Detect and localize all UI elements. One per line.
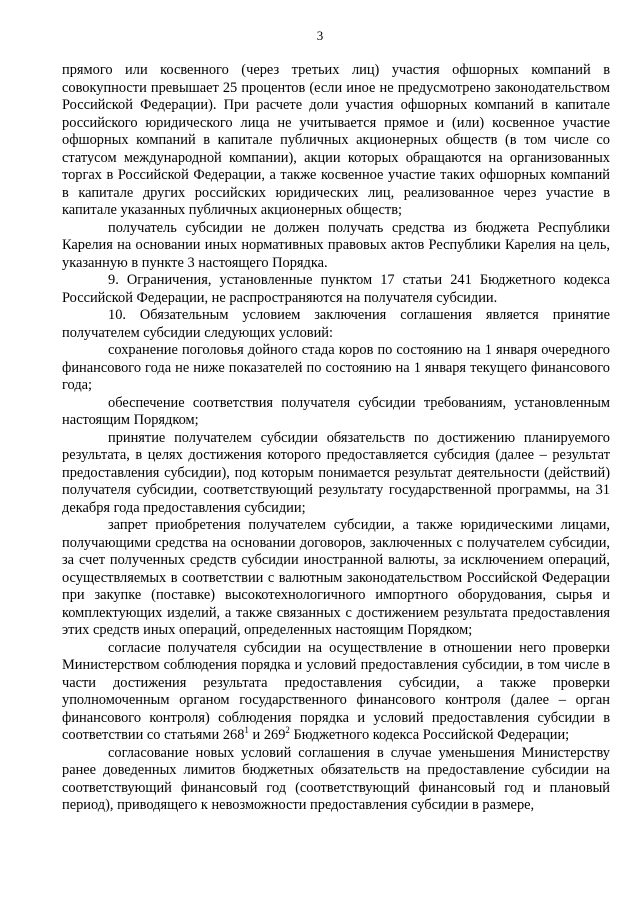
page-number: 3 xyxy=(316,28,324,43)
body-text xyxy=(62,62,610,815)
paragraph-clause-10: 10. Обязательным условием заключения соглашения является принятие получателем субсидии следующих условий: xyxy=(62,307,610,341)
paragraph-text: Бюджетного кодекса Российской Федерации; xyxy=(289,727,570,743)
superscript: 2 xyxy=(285,725,290,736)
paragraph: получатель субсидии не должен получать средства из бюджета Республики Карелия на основании иных нормативных правовых актов Республики Карелия на цель, указанную в пункте 3 настоящего Порядка. xyxy=(62,219,610,271)
superscript: 1 xyxy=(244,725,249,736)
paragraph: принятие получателем субсидии обязательств по достижению планируемого результата, в целях достижения которого предоставляется субсидия (далее – результат предоставления субсидии), под которым понимается результат деятельности (действий) получателя субсидии, соответствующий результату государственной программы, на 31 декабря года предоставления субсидии; xyxy=(62,429,610,516)
paragraph: обеспечение соответствия получателя субсидии требованиям, установленным настоящим Порядком; xyxy=(62,394,610,428)
paragraph-clause-9: 9. Ограничения, установленные пунктом 17 статьи 241 Бюджетного кодекса Российской Федерации, не распространяются на получателя субсидии. xyxy=(62,272,610,306)
paragraph-text: и 269 xyxy=(248,727,286,743)
paragraph-with-superscripts xyxy=(62,640,610,745)
paragraph: сохранение поголовья дойного стада коров по состоянию на 1 января очередного финансового года не ниже показателей по состоянию на 1 января текущего финансового года; xyxy=(62,342,610,393)
paragraph-continuation: прямого или косвенного (через третьих лиц) участия офшорных компаний в совокупности превышает 25 процентов (если иное не предусмотрено законодательством Российской Федерации). При расчете доли участия офшорных компаний в капитале российского юридического лица не учитывается прямое и (или) косвенное участие офшорных компаний в капитале публичных акционерных обществ (в том числе со статусом международной компании), акции которых обращаются на организованных торгах в Российской Федерации, а также косвенное участие таких офшорных компаний в капитале других российских юридических лиц, реализованное через участие в капитале указанных публичных акционерных обществ; xyxy=(62,62,610,218)
paragraph: запрет приобретения получателем субсидии, а также юридическими лицами, получающими средства на основании договоров, заключенных с получателем субсидии, за счет полученных средств субсидии иностранной валюты, за исключением операций, осуществляемых в соответствии с валютным законодательством Российской Федерации при закупке (поставке) высокотехнологичного импортного оборудования, сырья и комплектующих изделий, а также связанных с достижением результата предоставления этих средств иных операций, определенных настоящим Порядком; xyxy=(62,517,610,638)
paragraph-text: согласие получателя субсидии на осуществление в отношении него проверки Министерством соблюдения порядка и условий предоставления субсидии, в том числе в части достижения результата предоставления субсидии, а также проверки уполномоченным органом государственного финансового контроля (далее – орган финансового контроля) соблюдения порядка и условий предоставления субсидии в соответствии со статьями 268 xyxy=(62,639,610,743)
paragraph: согласование новых условий соглашения в случае уменьшения Министерству ранее доведенных лимитов бюджетных обязательств на предоставление субсидии на соответствующий финансовый год (соответствующий финансовый год и плановый период), приводящего к невозможности предоставления субсидии в размере, xyxy=(62,744,610,813)
